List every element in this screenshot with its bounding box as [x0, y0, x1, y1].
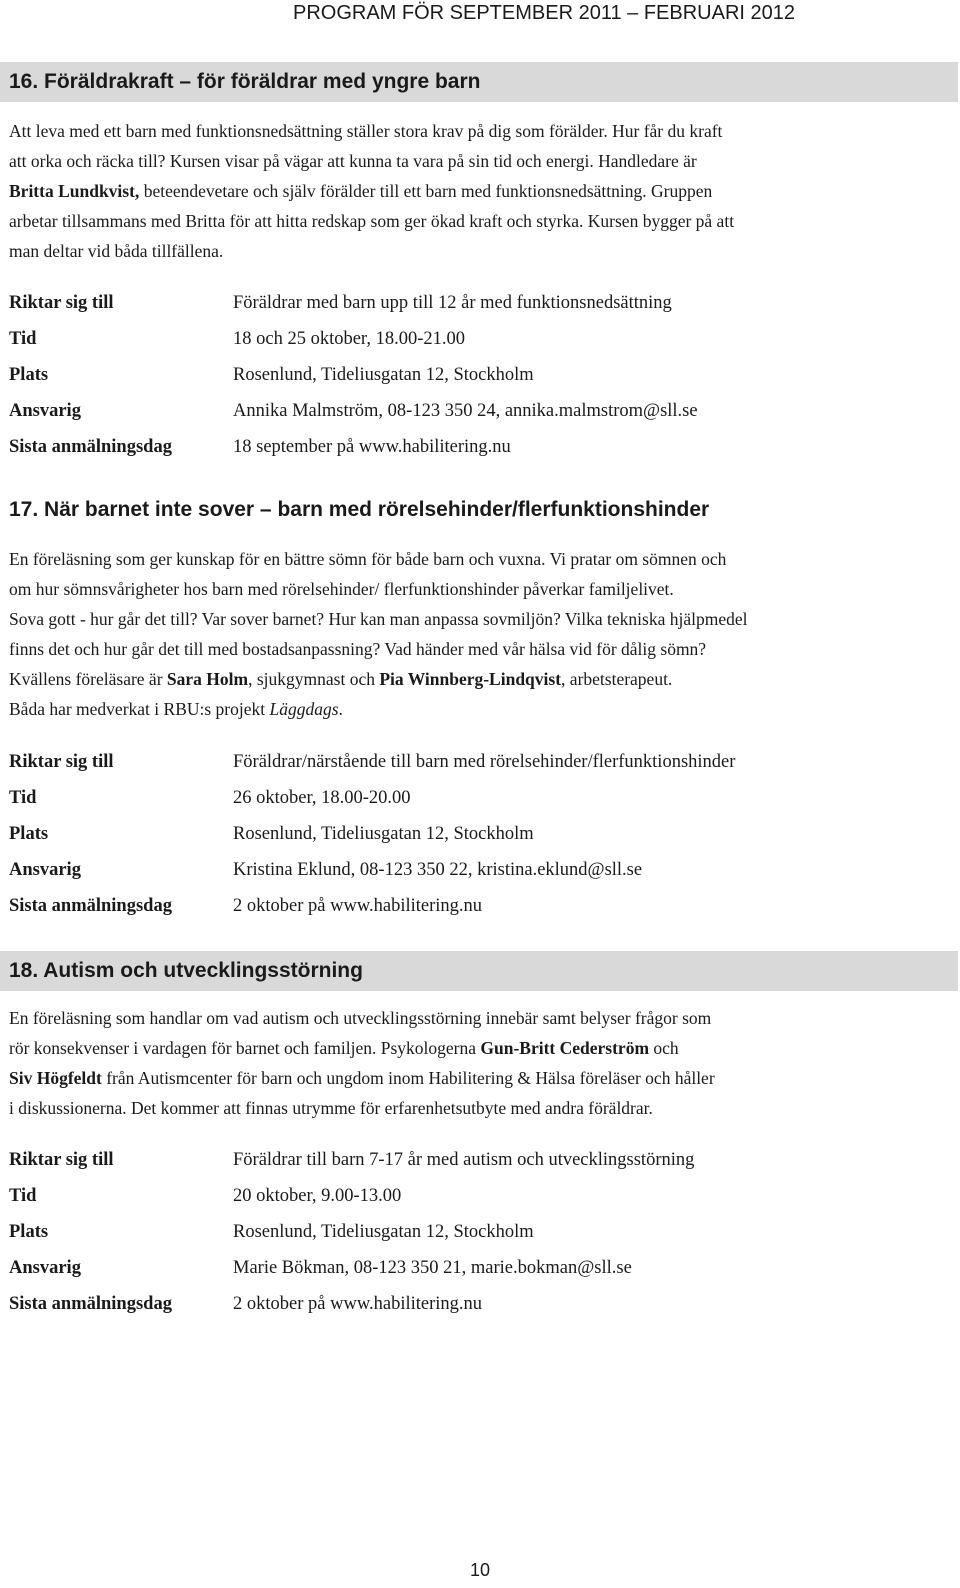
info-row-place — [9, 1222, 949, 1258]
info-row-place — [9, 824, 949, 860]
paragraph-text: och — [649, 1038, 679, 1058]
paragraph-line — [9, 694, 949, 724]
info-row-place — [9, 365, 949, 401]
paragraph-text: Kvällens föreläsare är — [9, 669, 167, 689]
info-label: Tid — [9, 788, 37, 808]
info-row-deadline — [9, 1294, 949, 1330]
section-17-description — [9, 544, 949, 724]
section-17-heading-bar — [0, 490, 958, 530]
paragraph-line — [9, 664, 949, 694]
info-label: Sista anmälningsdag — [9, 437, 172, 457]
info-label: Tid — [9, 329, 37, 349]
paragraph-text: beteendevetare och själv förälder till ett barn med funktionsnedsättning. Gruppen — [139, 181, 713, 201]
info-row-target — [9, 1150, 949, 1186]
paragraph-line: att orka och räcka till? Kursen visar på vägar att kunna ta vara på sin tid och energi. Handledare är — [9, 151, 697, 171]
info-value: Marie Bökman, 08-123 350 21, marie.bokman@sll.se — [233, 1258, 632, 1278]
info-row-responsible — [9, 401, 949, 437]
paragraph-text: Båda har medverkat i RBU:s projekt — [9, 699, 270, 719]
paragraph-line: om hur sömnsvårigheter hos barn med rörelsehinder/ flerfunktionshinder påverkar familjelivet. — [9, 579, 674, 599]
paragraph-line: Sova gott - hur går det till? Var sover barnet? Hur kan man anpassa sovmiljön? Vilka tekniska hjälpmedel — [9, 609, 748, 629]
info-row-deadline — [9, 437, 949, 473]
info-value: Rosenlund, Tideliusgatan 12, Stockholm — [233, 824, 534, 844]
paragraph-line: En föreläsning som handlar om vad autism och utvecklingsstörning innebär samt belyser frågor som — [9, 1008, 712, 1028]
info-label: Plats — [9, 365, 49, 385]
lecturer-name: Siv Högfeldt — [9, 1068, 102, 1088]
paragraph-line: man deltar vid båda tillfällena. — [9, 241, 224, 261]
info-row-time — [9, 1186, 949, 1222]
info-row-responsible — [9, 1258, 949, 1294]
section-16-heading: 16. Föräldrakraft – för föräldrar med yngre barn — [9, 70, 481, 93]
section-18-description — [9, 1003, 949, 1123]
paragraph-text: rör konsekvenser i vardagen för barnet och familjen. Psykologerna — [9, 1038, 481, 1058]
info-value: Föräldrar/närstående till barn med rörelsehinder/flerfunktionshinder — [233, 752, 736, 772]
info-row-time — [9, 329, 949, 365]
paragraph-line — [9, 1063, 949, 1093]
info-value: 18 september på www.habilitering.nu — [233, 437, 511, 457]
section-18-heading-bar — [0, 951, 958, 991]
info-label: Riktar sig till — [9, 752, 114, 772]
page-number: 10 — [469, 1560, 491, 1580]
info-value: Rosenlund, Tideliusgatan 12, Stockholm — [233, 365, 534, 385]
lecturer-name: Pia Winnberg-Lindqvist — [379, 669, 562, 689]
lecturer-name: Sara Holm — [166, 669, 249, 689]
info-row-deadline — [9, 896, 949, 932]
info-row-time — [9, 788, 949, 824]
info-value: 18 och 25 oktober, 18.00-21.00 — [233, 329, 466, 349]
page-header: PROGRAM FÖR SEPTEMBER 2011 – FEBRUARI 2012 — [292, 2, 795, 24]
paragraph-line: Att leva med ett barn med funktionsnedsättning ställer stora krav på dig som förälder. Hur får du kraft — [9, 121, 723, 141]
paragraph-line — [9, 1033, 949, 1063]
paragraph-text: , sjukgymnast och — [248, 669, 380, 689]
info-label: Tid — [9, 1186, 37, 1206]
section-17-heading: 17. När barnet inte sover – barn med rörelsehinder/flerfunktionshinder — [9, 498, 710, 521]
info-row-responsible — [9, 860, 949, 896]
info-label: Ansvarig — [9, 401, 81, 421]
paragraph-line: arbetar tillsammans med Britta för att hitta redskap som ger ökad kraft och styrka. Kursen bygger på att — [9, 211, 735, 231]
info-label: Plats — [9, 824, 49, 844]
info-label: Riktar sig till — [9, 293, 114, 313]
info-label: Ansvarig — [9, 860, 81, 880]
info-value: 2 oktober på www.habilitering.nu — [233, 896, 483, 916]
paragraph-text: . — [338, 699, 343, 719]
paragraph-line: En föreläsning som ger kunskap för en bättre sömn för både barn och vuxna. Vi pratar om sömnen och — [9, 549, 727, 569]
info-label: Plats — [9, 1222, 49, 1242]
info-value: 26 oktober, 18.00-20.00 — [233, 788, 411, 808]
info-value: 20 oktober, 9.00-13.00 — [233, 1186, 402, 1206]
paragraph-text: , arbetsterapeut. — [561, 669, 673, 689]
section-16-description — [9, 116, 949, 266]
info-value: Kristina Eklund, 08-123 350 22, kristina.eklund@sll.se — [233, 860, 643, 880]
leader-name: Britta Lundkvist, — [9, 181, 140, 201]
info-value: Föräldrar till barn 7-17 år med autism och utvecklingsstörning — [233, 1150, 695, 1170]
section-16-heading-bar — [0, 62, 958, 102]
info-row-target — [9, 752, 949, 788]
paragraph-line: i diskussionerna. Det kommer att finnas utrymme för erfarenhetsutbyte med andra föräldrar. — [9, 1098, 653, 1118]
info-value: Rosenlund, Tideliusgatan 12, Stockholm — [233, 1222, 534, 1242]
section-18-heading: 18. Autism och utvecklingsstörning — [9, 959, 363, 982]
info-label: Sista anmälningsdag — [9, 896, 172, 916]
info-label: Ansvarig — [9, 1258, 81, 1278]
lecturer-name: Gun-Britt Cederström — [480, 1038, 650, 1058]
info-value: 2 oktober på www.habilitering.nu — [233, 1294, 483, 1314]
info-label: Sista anmälningsdag — [9, 1294, 172, 1314]
info-value: Föräldrar med barn upp till 12 år med funktionsnedsättning — [233, 293, 672, 313]
paragraph-line: finns det och hur går det till med bostadsanpassning? Vad händer med vår hälsa vid för dålig sömn? — [9, 639, 707, 659]
info-row-target — [9, 293, 949, 329]
paragraph-text: från Autismcenter för barn och ungdom inom Habilitering & Hälsa föreläser och håller — [101, 1068, 715, 1088]
paragraph-line — [9, 176, 949, 206]
project-name: Läggdags — [269, 699, 339, 719]
info-label: Riktar sig till — [9, 1150, 114, 1170]
info-value: Annika Malmström, 08-123 350 24, annika.malmstrom@sll.se — [233, 401, 698, 421]
